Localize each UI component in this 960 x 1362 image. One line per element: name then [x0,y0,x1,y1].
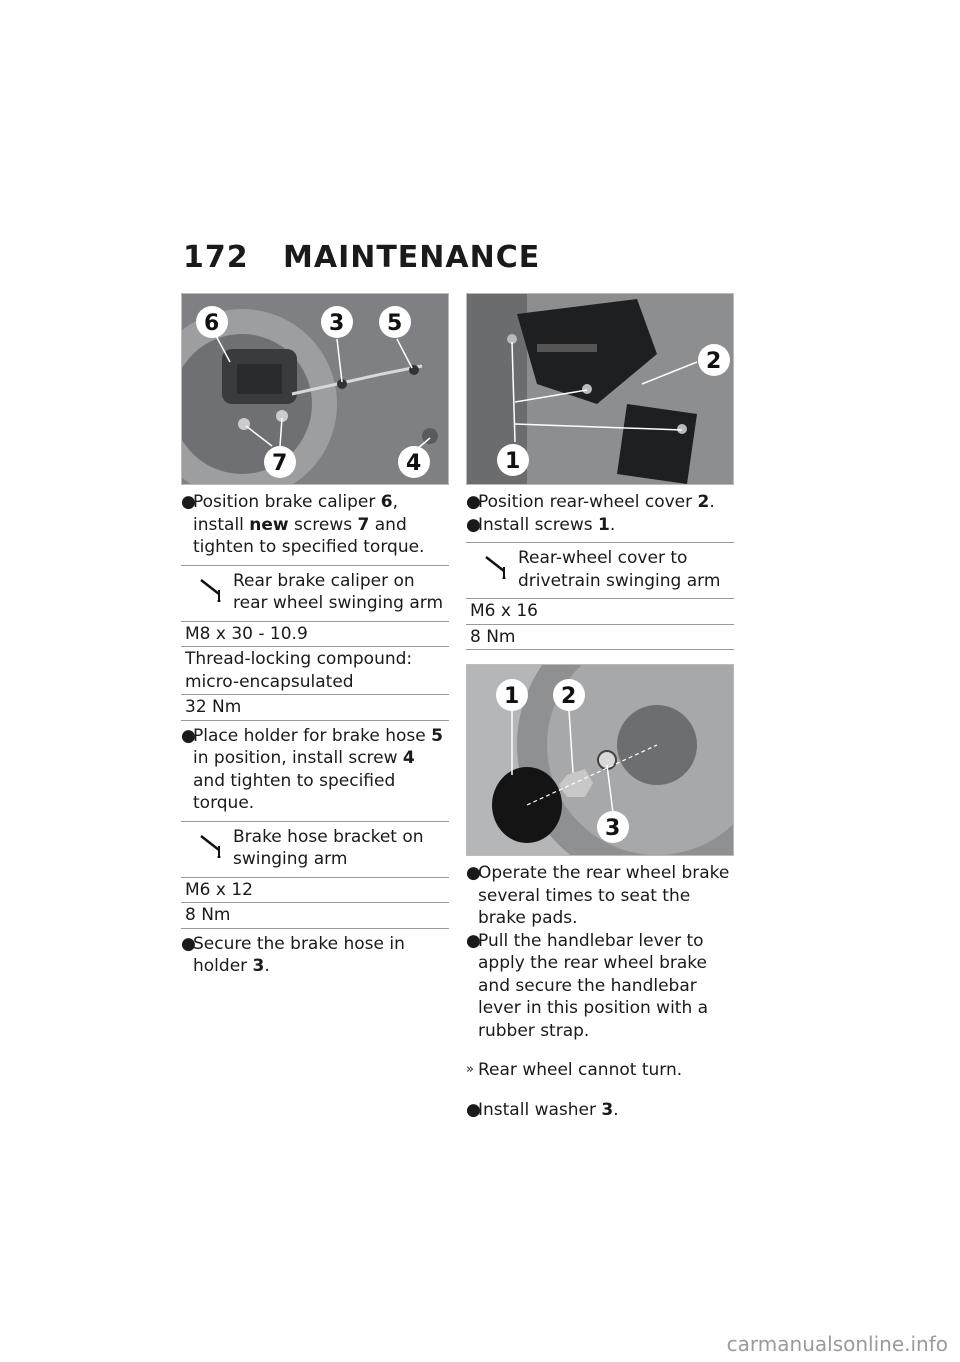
callout-2: 2 [706,349,722,374]
spec-row: M6 x 12 [181,878,449,904]
spec-row: M8 x 30 - 10.9 [181,622,449,648]
bullet-icon: ● [181,933,196,954]
callout-2: 2 [561,684,577,709]
callout-3: 3 [605,816,621,841]
step-operate-brake [466,862,734,930]
bullet-icon: ● [181,725,196,746]
result-wheel-locked [466,1059,734,1082]
step-position-caliper [181,491,449,559]
ref-number: 7 [357,514,370,535]
ref-number: 4 [402,748,415,768]
washer-figure [466,664,734,856]
spec-header [466,543,734,599]
step-text: Position rear-wheel cover [478,492,698,512]
bullet-icon: ● [466,514,481,535]
ref-number: 2 [697,492,710,512]
bullet-icon: ● [466,863,481,883]
step-text: Secure the brake hose in holder [193,933,405,976]
ref-number: 1 [598,514,610,535]
step-position-cover [466,491,734,514]
torque-wrench-icon [484,553,510,579]
spec-header [181,566,449,622]
callout-7: 7 [272,451,288,476]
callout-1: 1 [505,449,521,474]
step-text: . [609,514,616,535]
torque-spec-cover [466,542,734,650]
step-text: , install [193,492,398,535]
bullet-icon: ● [466,492,481,512]
torque-wrench-icon [199,576,225,602]
callout-4: 4 [406,451,422,476]
spec-title: Brake hose bracket on swinging arm [233,826,424,869]
bullet-icon: ● [466,1099,481,1120]
callout-5: 5 [387,311,403,336]
step-text: in position, install screw [193,748,403,768]
step-text: Operate the rear wheel brake several times to seat the brake pads. [478,863,730,928]
spec-row: M6 x 16 [466,599,734,625]
spec-header [181,822,449,878]
step-text: . [264,956,270,976]
step-text: Place holder for brake hose [193,725,432,746]
step-install-washer [466,1099,734,1122]
result-arrow-icon: » [466,1062,474,1077]
torque-spec-hose-bracket [181,821,449,929]
result-text: Rear wheel cannot turn. [478,1060,683,1080]
bullet-icon: ● [466,930,481,951]
brake-caliper-figure [181,293,449,485]
emphasis-new: new [249,514,289,535]
step-secure-hose [181,933,449,978]
section-title: MAINTENANCE [283,240,541,275]
ref-number: 3 [252,956,265,976]
torque-spec-caliper [181,565,449,721]
page-number: 172 [183,240,249,275]
bullet-icon: ● [181,492,196,512]
step-text: Install washer [478,1099,602,1120]
left-column [181,293,449,978]
step-text: and tighten to specified torque. [193,514,425,557]
spec-row: 8 Nm [470,626,516,647]
right-column [466,293,734,1121]
step-pull-lever [466,930,734,1043]
spec-row: 32 Nm [185,697,242,717]
step-text: Position brake caliper [193,492,381,512]
rear-wheel-cover-figure [466,293,734,485]
torque-wrench-icon [199,832,225,858]
watermark: carmanualsonline.info [726,1332,948,1356]
callout-3: 3 [329,311,345,336]
step-text: . [613,1099,619,1120]
callout-1: 1 [504,684,520,709]
ref-number: 3 [601,1099,614,1120]
step-text: Pull the handlebar lever to apply the rear wheel brake and secure the handlebar lever in this position with a rubber strap. [478,930,709,1041]
step-text: screws [288,514,358,535]
step-text: Install screws [478,514,599,535]
spec-title: Rear brake caliper on rear wheel swinging arm [233,570,444,613]
spec-title: Rear-wheel cover to drivetrain swinging arm [518,548,721,591]
ref-number: 6 [380,492,393,512]
step-install-screws [466,514,734,537]
ref-number: 5 [431,725,443,746]
step-brake-hose-holder [181,725,449,815]
spec-row: 8 Nm [185,905,231,925]
page-header [183,240,540,275]
step-text: . [709,492,715,512]
step-text: and tighten to specified torque. [193,770,396,813]
callout-6: 6 [204,311,220,336]
spec-row: Thread-locking compound: micro-encapsulated [181,647,449,695]
